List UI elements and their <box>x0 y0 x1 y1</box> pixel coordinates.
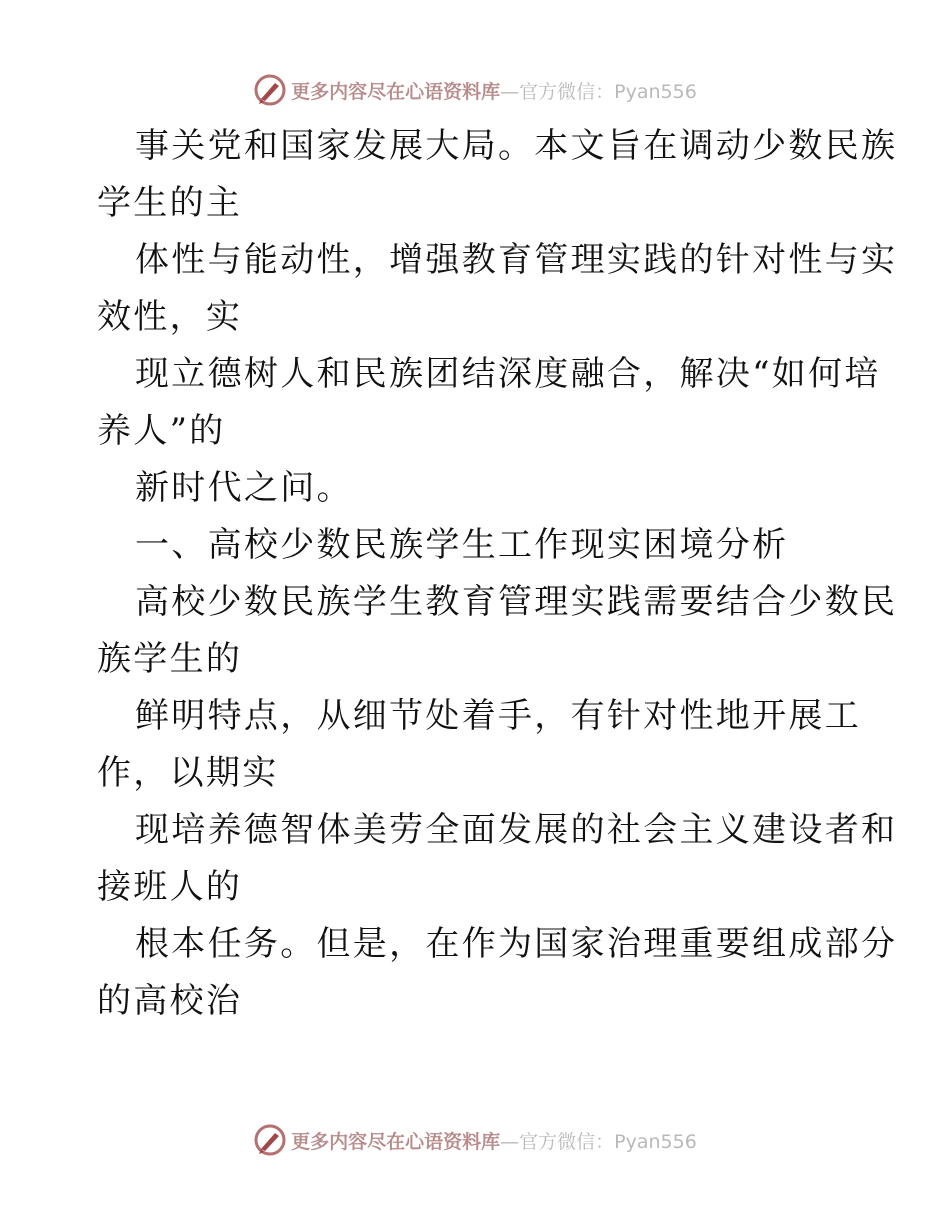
paragraph-line: 鲜明特点，从细节处着手，有针对性地开展工 <box>135 696 861 736</box>
watermark-contact-text: 官方微信：Pyan556 <box>519 80 697 103</box>
paragraph-line: 事关党和国家发展大局。本文旨在调动少数民族 <box>135 126 898 166</box>
pen-circle-icon <box>253 73 287 107</box>
footer-watermark <box>0 1120 950 1160</box>
watermark-main-text: 更多内容尽在心语资料库 <box>291 1130 501 1153</box>
paragraph-line: 根本任务。但是，在作为国家治理重要组成部分 <box>135 924 898 964</box>
header-watermark <box>0 70 950 110</box>
paragraph-line: 现立德树人和民族团结深度融合，解决“如何培 <box>135 354 881 394</box>
paragraph-line: 效性，实 <box>97 297 243 337</box>
watermark-main-text: 更多内容尽在心语资料库 <box>291 80 501 103</box>
paragraph-line: 新时代之问。 <box>135 468 353 508</box>
paragraph-line: 的高校治 <box>97 981 243 1021</box>
paragraph-line: 族学生的 <box>97 639 243 679</box>
pen-circle-icon <box>253 1123 287 1157</box>
paragraph-line: 学生的主 <box>97 183 243 223</box>
paragraph-line: 高校少数民族学生教育管理实践需要结合少数民 <box>135 582 898 622</box>
paragraph-line: 养人”的 <box>97 411 226 451</box>
document-body <box>97 118 898 1030</box>
watermark-separator: — <box>500 80 520 103</box>
paragraph-line: 体性与能动性，增强教育管理实践的针对性与实 <box>135 240 898 280</box>
watermark-separator: — <box>500 1130 520 1153</box>
paragraph-line: 现培养德智体美劳全面发展的社会主义建设者和 <box>135 810 898 850</box>
paragraph-line: 接班人的 <box>97 867 243 907</box>
paragraph-line: 作，以期实 <box>97 753 279 793</box>
section-heading: 一、高校少数民族学生工作现实困境分析 <box>135 525 789 565</box>
watermark-contact-text: 官方微信：Pyan556 <box>519 1130 697 1153</box>
